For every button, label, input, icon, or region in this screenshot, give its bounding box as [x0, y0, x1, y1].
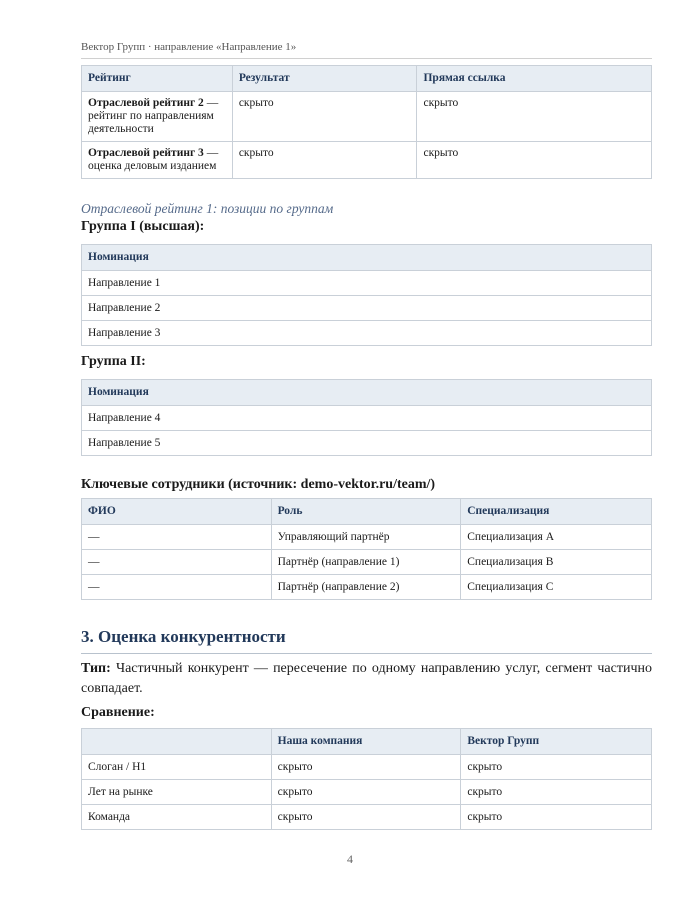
column-header: Специализация	[461, 499, 652, 525]
result-cell: скрыто	[232, 142, 417, 179]
our-company-cell: скрыто	[271, 780, 461, 805]
table-header-row	[82, 729, 652, 755]
role-cell: Партнёр (направление 2)	[271, 575, 461, 600]
column-header: ФИО	[82, 499, 272, 525]
table-row	[82, 271, 652, 296]
type-text: Частичный конкурент — пересечение по одному направлению услуг, сегмент частично совпадает.	[81, 661, 652, 696]
column-header: Номинация	[82, 245, 652, 271]
nomination-cell: Направление 2	[82, 296, 652, 321]
group2-title: Группа II:	[81, 354, 146, 369]
metric-cell: Лет на рынке	[82, 780, 272, 805]
section-heading: 3. Оценка конкурентности	[81, 627, 652, 654]
fio-cell: —	[82, 525, 272, 550]
table-row	[82, 805, 652, 830]
nomination-cell: Направление 1	[82, 271, 652, 296]
link-cell: скрыто	[417, 142, 652, 179]
column-header: Роль	[271, 499, 461, 525]
role-cell: Управляющий партнёр	[271, 525, 461, 550]
competitor-cell: скрыто	[461, 780, 652, 805]
table-row	[82, 550, 652, 575]
table-row	[82, 92, 652, 142]
column-header	[82, 729, 272, 755]
competitor-type-paragraph	[81, 659, 652, 699]
staff-title: Ключевые сотрудники (источник: demo-vektor.ru/team/)	[81, 477, 436, 492]
metric-cell: Слоган / H1	[82, 755, 272, 780]
comparison-table	[81, 728, 652, 830]
comparison-title: Сравнение:	[81, 705, 155, 720]
rating-desc: — оценка деловым изданием	[88, 147, 219, 172]
spec-cell: Специализация A	[461, 525, 652, 550]
table-row	[82, 296, 652, 321]
table-row	[82, 431, 652, 456]
rating-cell	[82, 92, 233, 142]
spec-cell: Специализация C	[461, 575, 652, 600]
nomination-cell: Направление 5	[82, 431, 652, 456]
ratings-table	[81, 65, 652, 179]
table-row	[82, 755, 652, 780]
table-row	[82, 525, 652, 550]
metric-cell: Команда	[82, 805, 272, 830]
group1-table	[81, 244, 652, 346]
group2-table	[81, 379, 652, 456]
our-company-cell: скрыто	[271, 755, 461, 780]
table-row	[82, 406, 652, 431]
fio-cell: —	[82, 550, 272, 575]
table-header-row	[82, 499, 652, 525]
table-header-row	[82, 66, 652, 92]
rating-desc: — рейтинг по направлениям деятельности	[88, 97, 219, 135]
column-header: Рейтинг	[82, 66, 233, 92]
section-subtitle: Отраслевой рейтинг 1: позиции по группам	[81, 201, 334, 216]
our-company-cell: скрыто	[271, 805, 461, 830]
column-header: Номинация	[82, 380, 652, 406]
table-row	[82, 575, 652, 600]
fio-cell: —	[82, 575, 272, 600]
competitor-cell: скрыто	[461, 805, 652, 830]
type-label: Тип:	[81, 661, 111, 676]
table-row	[82, 142, 652, 179]
column-header: Прямая ссылка	[417, 66, 652, 92]
column-header: Наша компания	[271, 729, 461, 755]
column-header: Вектор Групп	[461, 729, 652, 755]
result-cell: скрыто	[232, 92, 417, 142]
running-header: Вектор Групп · направление «Направление 1»	[81, 41, 652, 59]
staff-table	[81, 498, 652, 600]
rating-cell	[82, 142, 233, 179]
page-number: 4	[347, 852, 353, 866]
table-row	[82, 321, 652, 346]
role-cell: Партнёр (направление 1)	[271, 550, 461, 575]
nomination-cell: Направление 3	[82, 321, 652, 346]
rating-name: Отраслевой рейтинг 2	[88, 97, 204, 109]
group1-title: Группа I (высшая):	[81, 219, 205, 234]
link-cell: скрыто	[417, 92, 652, 142]
nomination-cell: Направление 4	[82, 406, 652, 431]
table-row	[82, 780, 652, 805]
rating-name: Отраслевой рейтинг 3	[88, 147, 204, 159]
column-header: Результат	[232, 66, 417, 92]
competitor-cell: скрыто	[461, 755, 652, 780]
spec-cell: Специализация B	[461, 550, 652, 575]
